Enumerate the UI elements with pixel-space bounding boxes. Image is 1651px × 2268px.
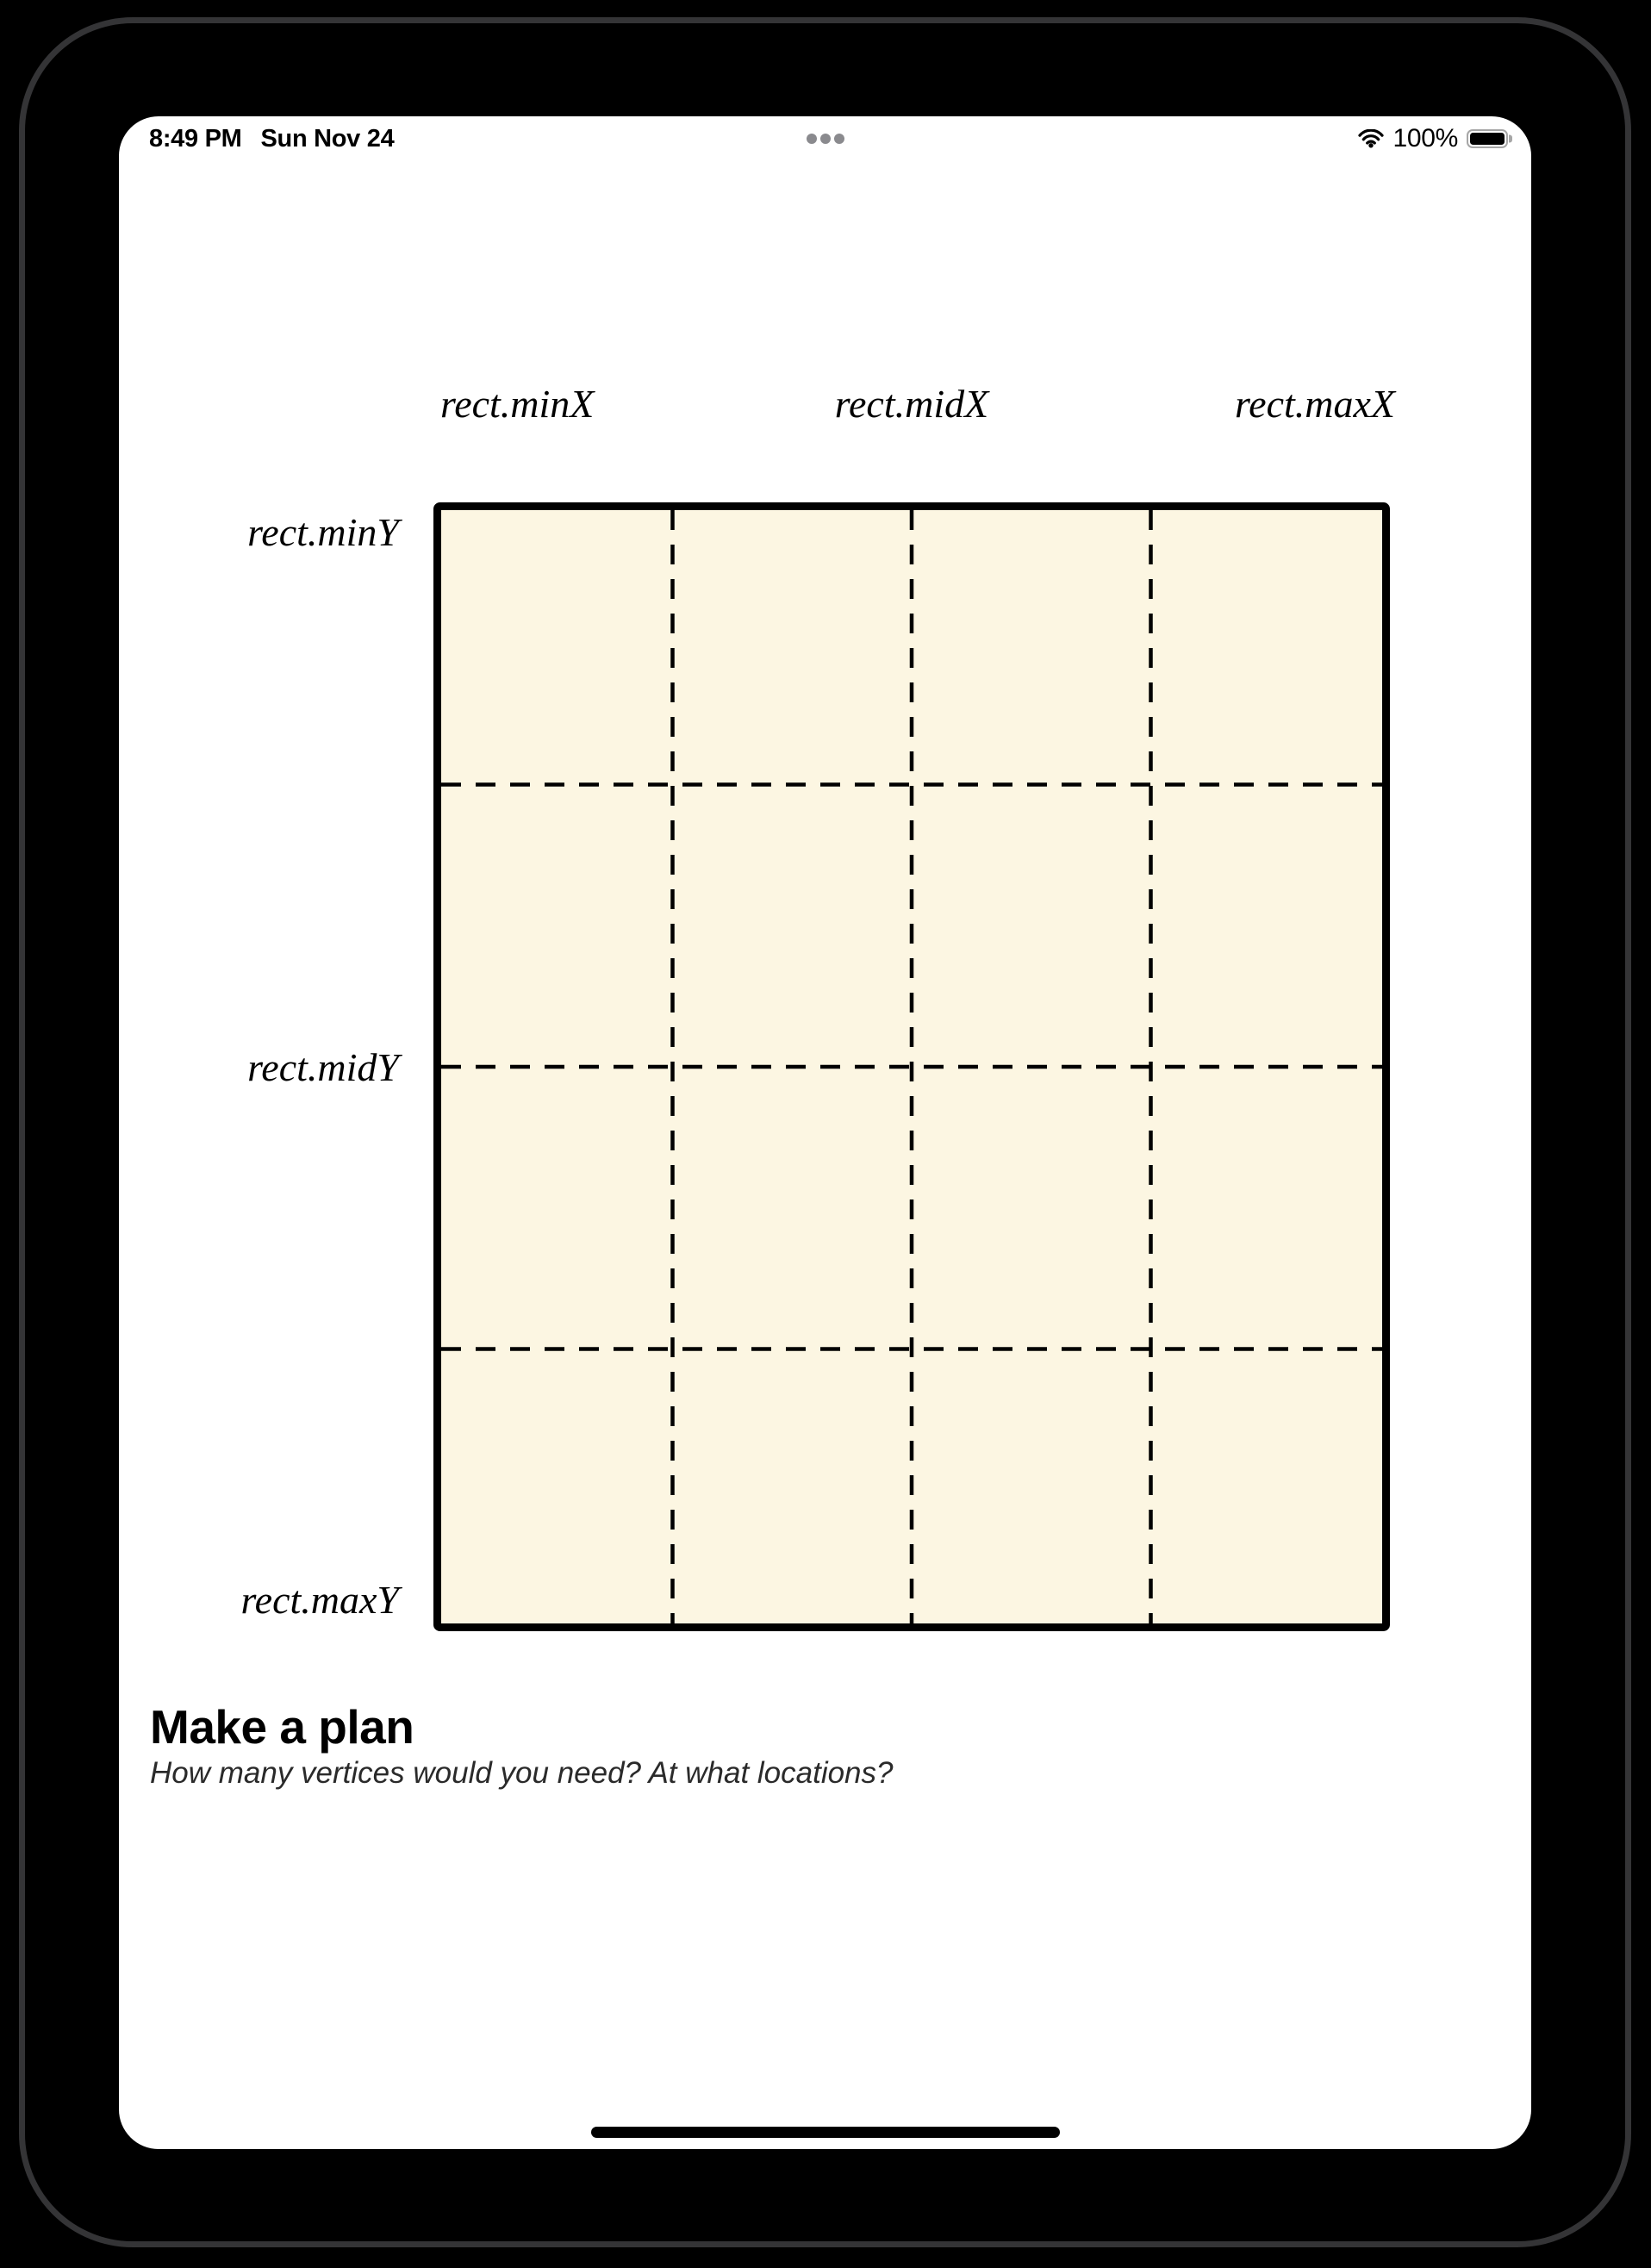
wifi-icon [1358,129,1384,148]
label-rect-miny: rect.minY [247,510,399,554]
battery-percent-label: 100% [1392,124,1458,153]
battery-icon [1467,129,1508,148]
screen [119,116,1531,2149]
page-title: Make a plan [150,1700,414,1754]
rect-grid-diagram [433,502,1390,1631]
home-indicator-bar[interactable] [591,2127,1060,2138]
label-rect-maxx: rect.maxX [1234,382,1395,426]
battery-nub [1509,135,1512,143]
label-rect-midy: rect.midY [247,1045,399,1089]
dot [820,134,831,144]
status-date: Sun Nov 24 [260,124,395,153]
label-rect-maxy: rect.maxY [240,1578,399,1622]
status-bar-left [149,126,394,152]
more-dots-icon[interactable] [807,134,844,144]
label-rect-minx: rect.minX [440,382,595,426]
status-bar-right [1358,125,1508,153]
label-rect-midx: rect.midX [834,382,989,426]
battery-fill [1470,133,1505,145]
status-time: 8:49 PM [149,124,242,153]
dot [834,134,844,144]
page-subtitle: How many vertices would you need? At what locations? [150,1756,894,1790]
dot [807,134,817,144]
